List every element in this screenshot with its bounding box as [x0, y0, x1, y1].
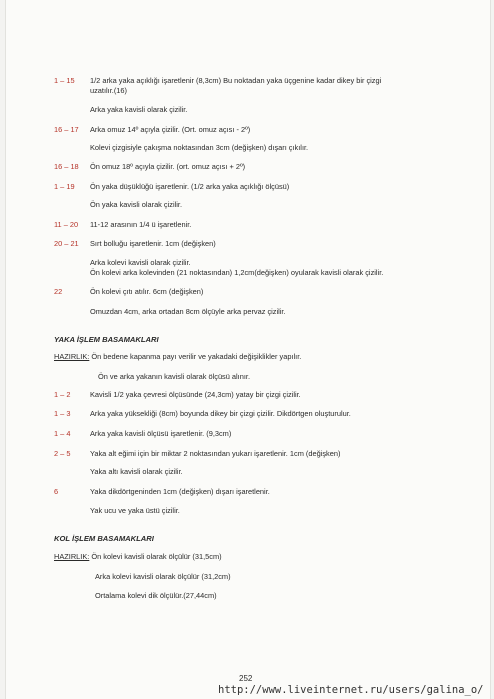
step-number: 2 – 5 — [54, 449, 71, 458]
step-number: 16 – 18 — [54, 162, 79, 171]
step-text: Arka omuz 14º açıyla çizilir. (Ort. omuz açısı - 2º) — [90, 125, 251, 134]
watermark-url: http://www.liveinternet.ru/users/galina_o/ — [218, 684, 484, 696]
step-text: 1/2 arka yaka açıklığı işaretlenir (8,3cm) Bu noktadan yaka üçgenine kadar dikey bir çizgi — [90, 76, 382, 85]
step-text: Ön kolevi çıtı atılır. 6cm (değişken) — [90, 287, 204, 296]
kol-text: Arka kolevi kavisli olarak ölçülür (31,2cm) — [95, 572, 231, 581]
preparation-label: HAZIRLIK: — [54, 552, 90, 561]
step-text: Yak ucu ve yaka üstü çizilir. — [90, 506, 180, 515]
step-text: 11-12 arasının 1/4 ü işaretlenir. — [90, 220, 192, 229]
step-text: Arka kolevi kavisli olarak çizilir. — [90, 258, 191, 267]
preparation-text: Ön kolevi kavisli olarak ölçülür (31,5cm) — [89, 552, 222, 561]
step-text: Yaka altı kavisli olarak çizilir. — [90, 467, 183, 476]
step-text: Sırt bolluğu işaretlenir. 1cm (değişken) — [90, 239, 216, 248]
step-text: Yaka alt eğimi için bir miktar 2 noktasından yukarı işaretlenir. 1cm (değişken) — [90, 449, 341, 458]
document-page — [5, 0, 491, 699]
step-number: 1 – 19 — [54, 182, 75, 191]
step-number: 1 – 15 — [54, 76, 75, 85]
page-number: 252 — [239, 674, 253, 683]
step-text: Arka yaka yüksekliği (8cm) boyunda dikey bir çizgi çizilir. Dikdörtgen oluşturulur. — [90, 409, 351, 418]
preparation-label: HAZIRLIK: — [54, 352, 90, 361]
step-text: Kolevi çizgisiyle çakışma noktasından 3cm (değişken) dışarı çıkılır. — [90, 143, 309, 152]
step-text: Ön kolevi arka kolevinden (21 noktasından) 1,2cm(değişken) oyularak kavisli olarak çizilir. — [90, 268, 384, 277]
step-text: Omuzdan 4cm, arka ortadan 8cm ölçüyle arka pervaz çizilir. — [90, 307, 286, 316]
step-text: Ön omuz 18º açıyla çizilir. (ort. omuz açısı + 2º) — [90, 162, 246, 171]
step-number: 20 – 21 — [54, 239, 79, 248]
preparation-line — [54, 552, 222, 561]
preparation-line — [54, 352, 301, 361]
preparation-text-2: Ön ve arka yakanın kavisli olarak ölçüsü alınır. — [98, 372, 250, 381]
step-number: 11 – 20 — [54, 220, 79, 229]
step-number: 1 – 4 — [54, 429, 71, 438]
step-text: Arka yaka kavisli ölçüsü işaretlenir. (9,3cm) — [90, 429, 232, 438]
section-heading-kol: KOL İŞLEM BASAMAKLARI — [54, 534, 154, 543]
preparation-text: Ön bedene kapanma payı verilir ve yakadaki değişiklikler yapılır. — [89, 352, 302, 361]
section-heading-yaka: YAKA İŞLEM BASAMAKLARI — [54, 335, 159, 344]
step-number: 6 — [54, 487, 59, 496]
step-number: 16 – 17 — [54, 125, 79, 134]
step-number: 1 – 3 — [54, 409, 71, 418]
step-text: Yaka dikdörtgeninden 1cm (değişken) dışarı işaretlenir. — [90, 487, 270, 496]
step-text: Arka yaka kavisli olarak çizilir. — [90, 105, 188, 114]
step-number: 22 — [54, 287, 63, 296]
step-text: Ön yaka düşüklüğü işaretlenir. (1/2 arka yaka açıklığı ölçüsü) — [90, 182, 290, 191]
step-number: 1 – 2 — [54, 390, 71, 399]
step-text: Kavisli 1/2 yaka çevresi ölçüsünde (24,3cm) yatay bir çizgi çizilir. — [90, 390, 301, 399]
step-text: Ön yaka kavisli olarak çizilir. — [90, 200, 182, 209]
kol-text: Ortalama kolevi dik ölçülür.(27,44cm) — [95, 591, 217, 600]
step-text: uzatılır.(16) — [90, 86, 127, 95]
